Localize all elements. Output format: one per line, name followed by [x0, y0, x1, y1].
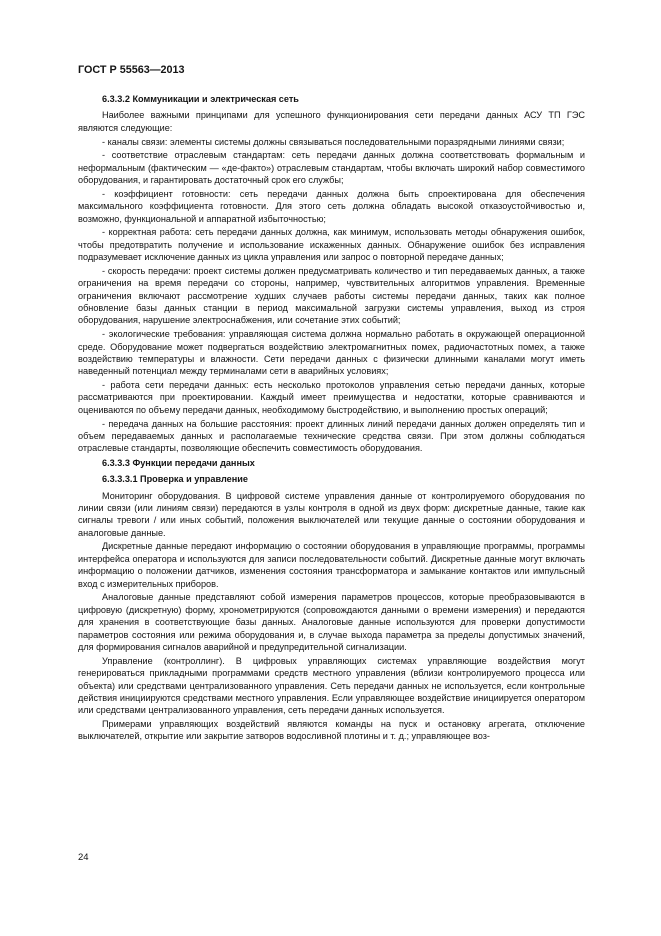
- paragraph-intro: Наиболее важными принципами для успешного функционирования сети передачи данных АСУ ТП ГЭС являются следующие:: [78, 110, 585, 133]
- paragraph-control: Управление (контроллинг). В цифровых управляющих системах управляющие воздействия могут генерироваться прикладными программами средств местного управления (вблизи контролируемого процесса или объекта) или средствами централизованного управления. Сеть передачи данных не используется, если контрольные действия инициируются средствами местного управления. Если управляющее воздействие инициируется оператором или средствами централизованного управления, сеть передачи данных используется.: [78, 655, 585, 716]
- section-heading-6-3-3-2: 6.3.3.2 Коммуникации и электрическая сеть: [102, 94, 299, 104]
- paragraph-analog-data: Аналоговые данные представляют собой измерения параметров процессов, которые преобразовываются в цифровую (дискретную) форму, хронометрируются (сопровождаются данными о времени измерения) и передаются для хранения в соответствующие базы данных. Аналоговые данные используются для проверки допустимости параметров состояния или режима оборудования и, в случае выхода параметра за пределы допустимых значений, для формирования сигналов аварийной и предупредительной сигнализации.: [78, 592, 585, 653]
- paragraph-monitoring: Мониторинг оборудования. В цифровой системе управления данные от контролируемого оборудования по линии связи (или линиям связи) передаются в узлы контроля в одной из двух форм: дискретные данные, такие как сигналы тревоги / или иных событий, положения выключателей или текущие данные о состоянии оборудования и аналоговые данные.: [78, 490, 585, 538]
- list-item-speed: - скорость передачи: проект системы должен предусматривать количество и тип передаваемых данных, а также ограничения на время передачи со стороны, например, чувствительных алгоритмов управления. Временные ограничения включают рассмотрение худших случаев работы системы передачи данных, таких как полное обновление базы данных станции в период максимальной загрузки системы управления, выход из строя оборудования, нарушение электроснабжения, или сочетание этих событий;: [78, 265, 585, 326]
- section-heading-6-3-3-3: 6.3.3.3 Функции передачи данных: [102, 457, 255, 468]
- document-body: [78, 93, 585, 743]
- paragraph-discrete-data: Дискретные данные передают информацию о состоянии оборудования в управляющие программы, программы интерфейса оператора и используются для записи последовательности событий. Дискретные данные могут включать информацию о положении датчиков, изменения состояния трансформатора и замыкание контактов или импульсный вход с измерительных приборов.: [78, 541, 585, 589]
- section-heading-6-3-3-3-1: 6.3.3.3.1 Проверка и управление: [102, 474, 248, 485]
- list-item-long-distance: - передача данных на большие расстояния: проект длинных линий передачи данных должен определять тип и объем передаваемых данных и располагаемые технические средства связи. При этом должны соблюдаться отраслевые стандарты, позволяющие обеспечить совместимость оборудования.: [78, 418, 585, 454]
- list-item-correct-operation: - корректная работа: сеть передачи данных должна, как минимум, использовать методы обнаружения ошибок, чтобы предотвратить получение и использование искаженных данных. Обнаружение ошибок без исправления подразумевает исключение данных из цикла управления или запрос о повторной передаче данных;: [78, 227, 585, 263]
- list-item-availability: - коэффициент готовности: сеть передачи данных должна быть спроектирована для обеспечения максимального коэффициента готовности. Для этого сеть должна обладать высокой отказоустойчивостью и, возможно, функциональной и аппаратной избыточностью;: [78, 188, 585, 224]
- page-number: 24: [78, 852, 89, 863]
- list-item-network-operation: - работа сети передачи данных: есть несколько протоколов управления сетью передачи данных, которые рассматриваются при проектировании. Каждый имеет преимущества и недостатки, которые сравниваются и оцениваются по объему передачи данных, необходимому быстродействию, и выполнению простых операций;: [78, 380, 585, 415]
- paragraph-examples: Примерами управляющих воздействий являются команды на пуск и остановку агрегата, отключение выключателей, открытие или закрытие затворов водосливной плотины и т. д.; управляющее воз-: [78, 719, 585, 742]
- list-item-environment: - экологические требования: управляющая система должна нормально работать в окружающей операционной среде. Оборудование может подвергаться воздействию электромагнитных помех, радиочастотных помех, а также воздействию температуры и влажности. Сети передачи данных с физически длинными каналами могут иметь наведенный потенциал между терминалами сети в аварийных условиях;: [78, 329, 585, 377]
- document-header: ГОСТ Р 55563—2013: [78, 64, 185, 76]
- list-item-channels: - каналы связи: элементы системы должны связываться последовательными поразрядными линиями связи;: [102, 136, 565, 147]
- list-item-standards: - соответствие отраслевым стандартам: сеть передачи данных должна соответствовать формальным и неформальным (фактическим — «де-факто») отраслевым стандартам, чтобы включать широкий набор совместимого оборудования, и гарантировать достаточный срок его службы;: [78, 150, 585, 186]
